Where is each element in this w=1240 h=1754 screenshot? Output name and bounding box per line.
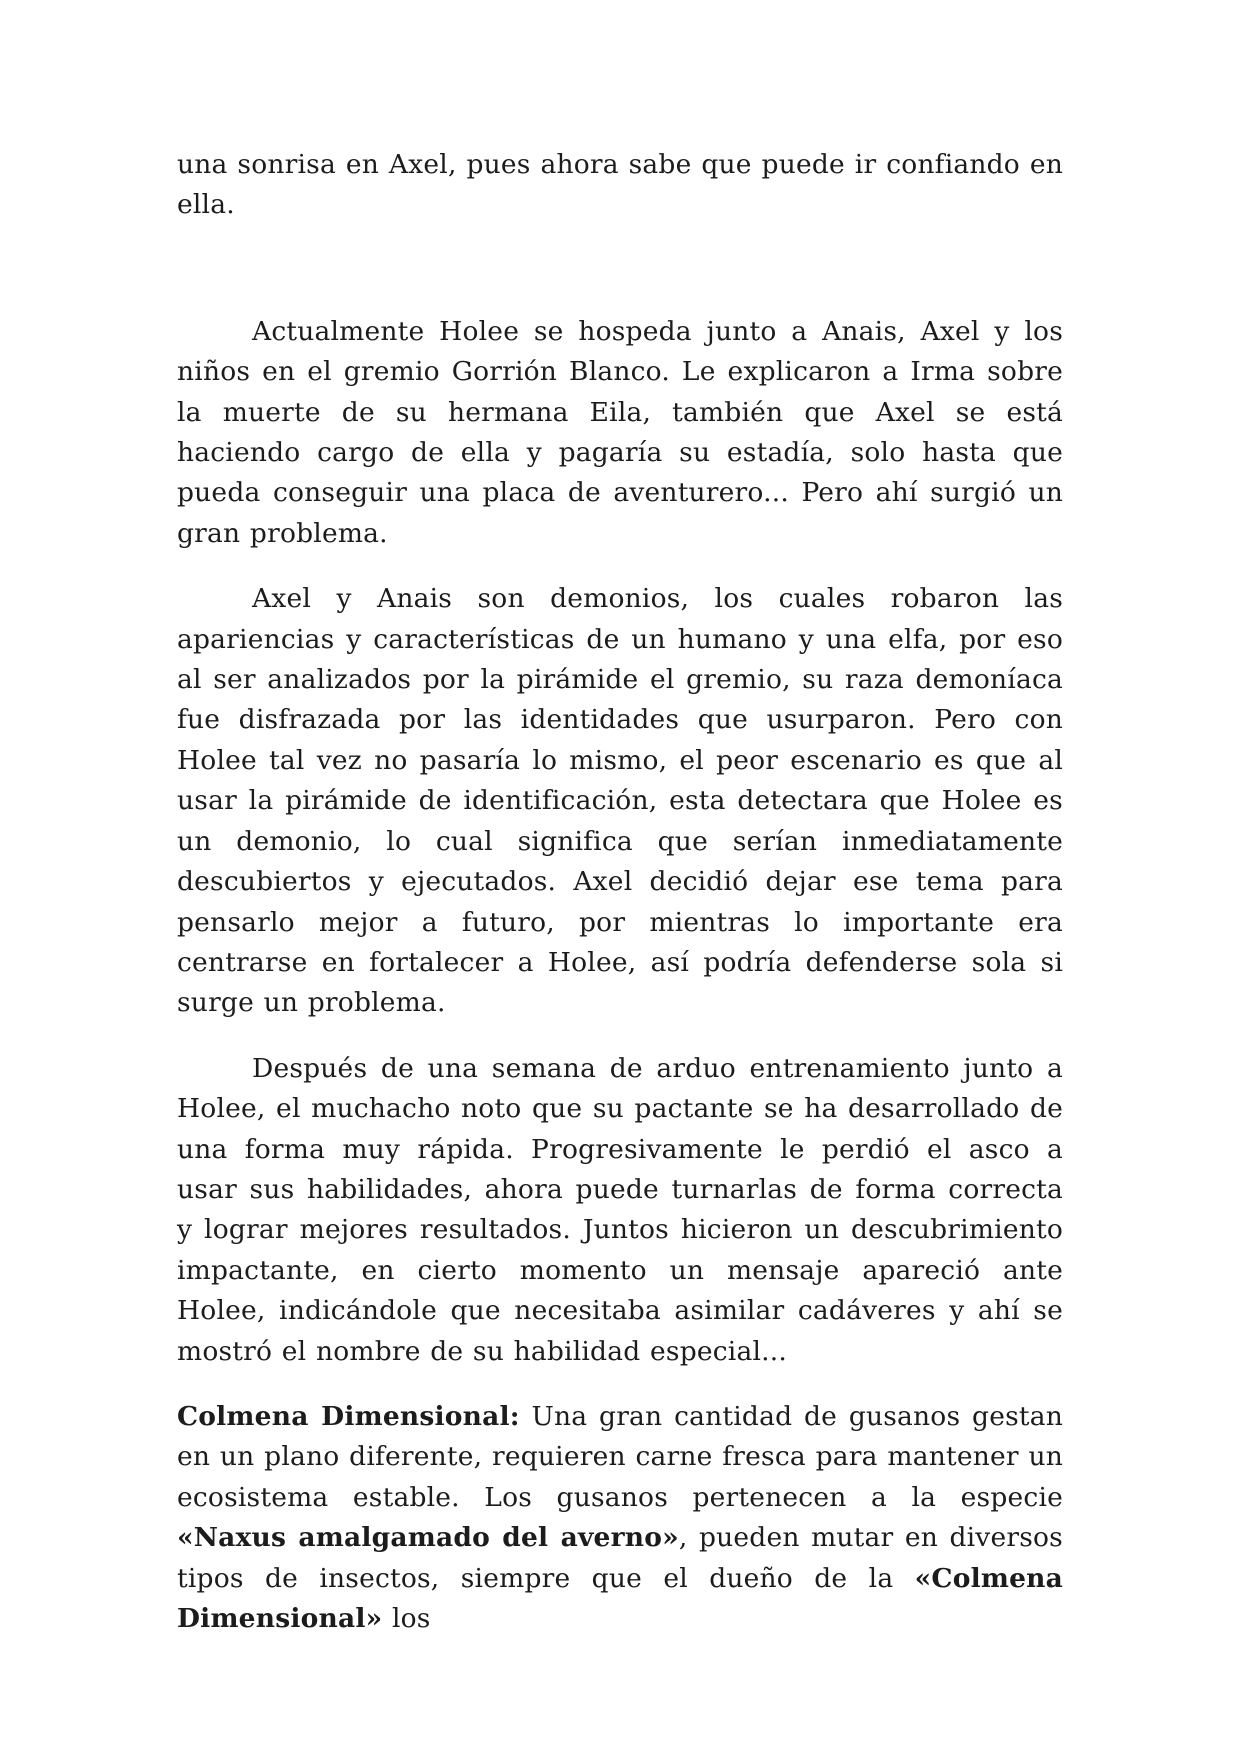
species-name: «Naxus amalgamado del averno» <box>177 1522 679 1554</box>
skill-text-a: Una gran cantidad de gusanos gestan en un plano diferente, requieren carne fresca para mantener un ecosistema estable. Los gusanos pertenecen a la especie <box>177 1400 1063 1513</box>
skill-text-b: , pueden mutar en diversos tipos de insectos, siempre que el dueño de la <box>177 1522 1063 1594</box>
skill-name: «Colmena Dimensional» <box>177 1562 1063 1634</box>
paragraph-skill-description <box>177 1397 1063 1639</box>
paragraph-continuation: una sonrisa en Axel, pues ahora sabe que puede ir confiando en ella. <box>177 149 1063 221</box>
document-page <box>177 145 1063 1639</box>
paragraph-training: Después de una semana de arduo entrenamiento junto a Holee, el muchacho noto que su pactante se ha desarrollado de una forma muy rápida. Progresivamente le perdió el asco a usar sus habilidades, ahora puede turnarlas de forma correcta y lograr mejores resultados. Juntos hicieron un descubrimiento impactante, en cierto momento un mensaje apareció ante Holee, indicándole que necesitaba asimilar cadáveres y ahí se mostró el nombre de su habilidad especial... <box>177 1052 1063 1367</box>
paragraph-holee-lodging: Actualmente Holee se hospeda junto a Anais, Axel y los niños en el gremio Gorrión Blanco. Le explicaron a Irma sobre la muerte de su hermana Eila, también que Axel se está haciendo cargo de ella y pagaría su estadía, solo hasta que pueda conseguir una placa de aventurero... Pero ahí surgió un gran problema. <box>177 315 1063 549</box>
paragraph-demons-identity: Axel y Anais son demonios, los cuales robaron las apariencias y características de un humano y una elfa, por eso al ser analizados por la pirámide el gremio, su raza demoníaca fue disfrazada por las identidades que usurparon. Pero con Holee tal vez no pasaría lo mismo, el peor escenario es que al usar la pirámide de identificación, esta detectara que Holee es un demonio, lo cual significa que serían inmediatamente descubiertos y ejecutados. Axel decidió dejar ese tema para pensarlo mejor a futuro, por mientras lo importante era centrarse en fortalecer a Holee, así podría defenderse sola si surge un problema. <box>177 583 1063 1019</box>
skill-text-c: los <box>382 1603 431 1634</box>
skill-term: Colmena Dimensional: <box>177 1400 520 1432</box>
